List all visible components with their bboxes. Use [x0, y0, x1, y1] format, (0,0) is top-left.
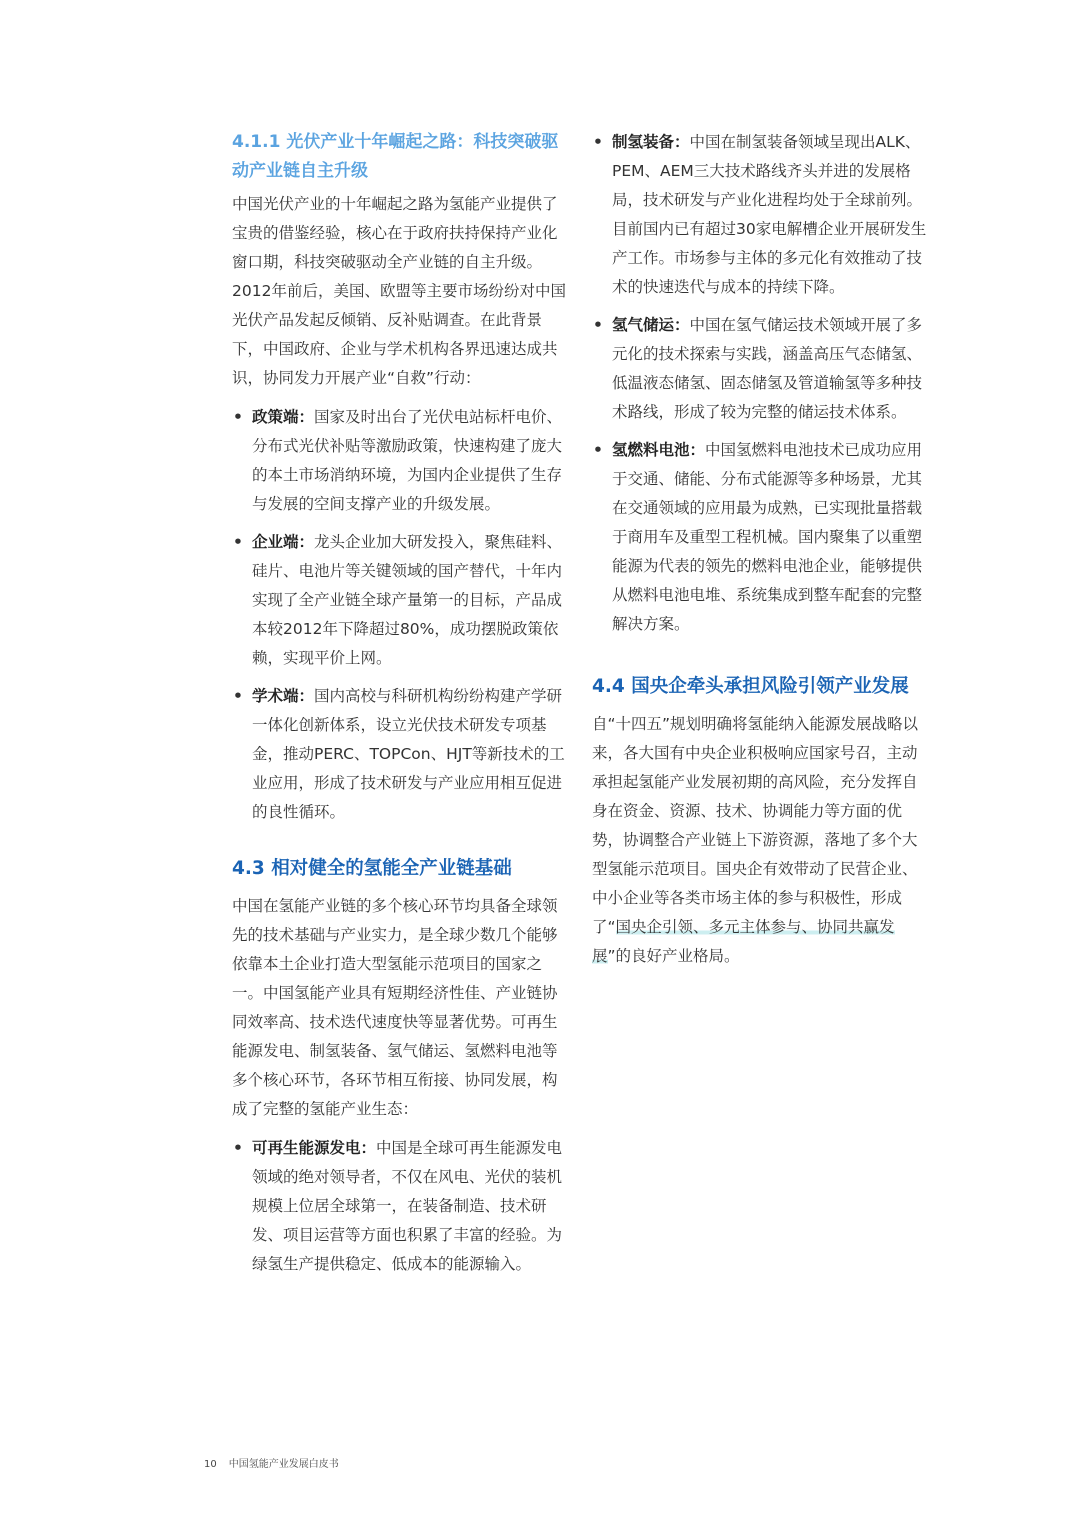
policy-bullet-list: [232, 403, 568, 827]
section-title-4-4: 4.4 国央企牵头承担风险引领产业发展: [592, 676, 909, 697]
section-title-4-3: 4.3 相对健全的氢能全产业链基础: [232, 858, 512, 879]
list-item-text: 国家及时出台了光伏电站标杆电价、分布式光伏补贴等激励政策，快速构建了庞大的本土市场消纳环境，为国内企业提供了生存与发展的空间支撑产业的升级发展。: [252, 408, 563, 513]
industry-chain-bullet-list: [232, 1134, 568, 1279]
highlighted-phrase: 国央企引领、多元主体参与、协同共赢发展: [592, 918, 895, 965]
list-item: [232, 682, 568, 827]
list-item: [592, 311, 928, 427]
right-column: [592, 128, 928, 981]
list-item-term: 氢气储运：: [612, 316, 690, 334]
list-item-text: 中国氢燃料电池技术已成功应用于交通、储能、分布式能源等多种场景，尤其在交通领域的应用最为成熟，已实现批量搭载于商用车及重型工程机械。国内聚集了以重塑能源为代表的领先的燃料电池企业，能够提供从燃料电池电堆、系统集成到整车配套的完整解决方案。: [612, 441, 923, 633]
bullet-icon: •: [593, 441, 603, 459]
list-item-text: 中国是全球可再生能源发电领域的绝对领导者，不仅在风电、光伏的装机规模上位居全球第一，在装备制造、技术研发、项目运营等方面也积累了丰富的经验。为绿氢生产提供稳定、低成本的能源输入。: [252, 1139, 563, 1273]
spacer: [232, 836, 568, 854]
bullet-icon: •: [233, 687, 243, 705]
list-item-text: 中国在制氢装备领域呈现出ALK、PEM、AEM三大技术路线齐头并进的发展格局，技术研发与产业化进程均处于全球前列。目前国内已有超过30家电解槽企业开展研发生产工作。市场参与主体的多元化有效推动了技术的快速迭代与成本的持续下降。: [612, 133, 927, 296]
bullet-icon: •: [233, 408, 243, 426]
bullet-icon: •: [233, 533, 243, 551]
subsection-title: 4.1.1 光伏产业十年崛起之路：科技突破驱动产业链自主升级: [232, 132, 559, 181]
list-item-term: 政策端：: [252, 408, 315, 426]
list-item-text: 国内高校与科研机构纷纷构建产学研一体化创新体系，设立光伏技术研发专项基金，推动PERC、TOPCon、HJT等新技术的工业应用，形成了技术研发与产业应用相互促进的良性循环。: [252, 687, 565, 821]
list-item: [592, 436, 928, 639]
bullet-icon: •: [593, 133, 603, 151]
left-column: [232, 128, 568, 1288]
list-item-term: 氢燃料电池：: [612, 441, 706, 459]
list-item-term: 学术端：: [252, 687, 315, 705]
list-item-text: 龙头企业加大研发投入，聚焦硅料、硅片、电池片等关键领域的国产替代，十年内实现了全产业链全球产量第一的目标，产品成本较2012年下降超过80%，成功摆脱政策依赖，实现平价上网。: [252, 533, 563, 667]
bullet-icon: •: [593, 316, 603, 334]
list-item-term: 制氢装备：: [612, 133, 690, 151]
list-item: [592, 128, 928, 302]
section-body-text: 自“十四五”规划明确将氢能纳入能源发展战略以来，各大国有中央企业积极响应国家号召，主动承担起氢能产业发展初期的高风险，充分发挥自身在资金、资源、技术、协调能力等方面的优势，协调整合产业链上下游资源，落地了多个大型氢能示范项目。国央企有效带动了民营企业、中小企业等各类市场主体的参与积极性，形成了“: [592, 715, 919, 936]
section-body-text-end: ”的良好产业格局。: [607, 947, 740, 965]
list-item-text: 中国在氢气储运技术领域开展了多元化的技术探索与实践，涵盖高压气态储氢、低温液态储氢、固态储氢及管道输氢等多种技术路线，形成了较为完整的储运技术体系。: [612, 316, 923, 421]
list-item: [232, 528, 568, 673]
subsection-intro: 中国光伏产业的十年崛起之路为氢能产业提供了宝贵的借鉴经验，核心在于政府扶持保持产业化窗口期，科技突破驱动全产业链的自主升级。2012年前后，美国、欧盟等主要市场纷纷对中国光伏产品发起反倾销、反补贴调查。在此背景下，中国政府、企业与学术机构各界迅速达成共识，协同发力开展产业“自救”行动：: [232, 195, 566, 387]
industry-chain-bullet-list-cont: [592, 128, 928, 639]
list-item: [232, 403, 568, 519]
bullet-icon: •: [233, 1139, 243, 1157]
list-item: [232, 1134, 568, 1279]
section-body-4-4: [592, 710, 928, 971]
section-intro-4-3: 中国在氢能产业链的多个核心环节均具备全球领先的技术基础与产业实力，是全球少数几个能够依靠本土企业打造大型氢能示范项目的国家之一。中国氢能产业具有短期经济性佳、产业链协同效率高、技术迭代速度快等显著优势。可再生能源发电、制氢装备、氢气储运、氢燃料电池等多个核心环节，各环节相互衔接、协同发展，构成了完整的氢能产业生态：: [232, 897, 558, 1118]
spacer: [592, 648, 928, 672]
page-number: 10: [204, 1459, 217, 1470]
document-title: 中国氢能产业发展白皮书: [228, 1459, 339, 1470]
list-item-term: 可再生能源发电：: [252, 1139, 377, 1157]
list-item-term: 企业端：: [252, 533, 315, 551]
page-footer: [204, 1458, 339, 1472]
